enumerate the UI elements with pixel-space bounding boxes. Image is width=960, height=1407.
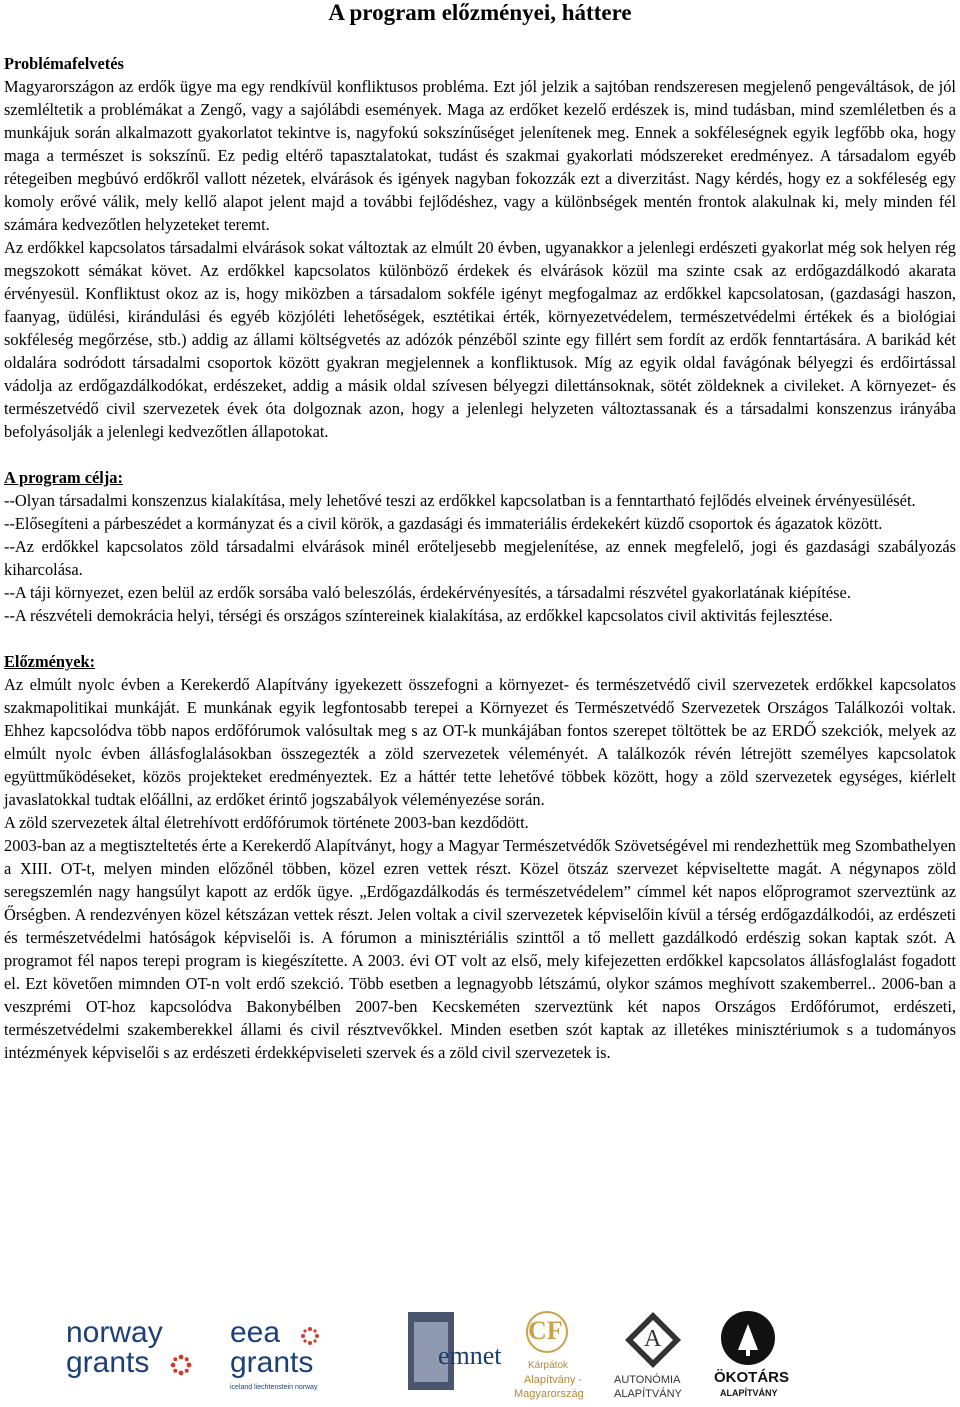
cf-line2: Alapítvány -: [524, 1374, 583, 1386]
history-paragraph-1: Az elmúlt nyolc évben a Kerekerdő Alapítvány igyekezett összefogni a környezet- és természetvédő civil szervezetek erdőkkel kapcsolatos szakmapolitikai munkáját. E munkának egyik legfontosabb terepei a Környezet és Természetvédő Szervezetek Országos Találkozói voltak. Ehhez kapcsolódva több napos erdőfórumok valósultak meg s az OT-k munkájában fontos szerepet töltöttek be az ERDŐ szekciók, melyek az elmúlt nyolc évben állásfoglalásokban összegezték a zöld szervezetek véleményét. A találkozók révén létrejött személyes kapcsolatok együttműködéseket, közös projekteket eredményeztek. Ez a háttér tette lehetővé többek között, hogy a zöld szervezetek egységes, kiérlelt javaslatokkal tudtak előállni, az erdőket érintő jogszabályok véleményezése során.: [4, 675, 956, 809]
problem-paragraph-2: Az erdőkkel kapcsolatos társadalmi elvárások sokat változtak az elmúlt 20 évben, ugyanakkor a jelenlegi erdészeti gyakorlat még sok helyen rég megszokott sémákat követ. Az erdőkkel kapcsolatos különböző érdekek és elvárások közül ma szinte csak az erdőgazdálkodó akarata érvényesül. Konfliktust okoz az is, hogy miközben a társadalom sokféle igényt megfogalmaz az erdőkkel kapcsolatosan, (gazdasági haszon, faanyag, üdülési, kirándulási és egyéb közjóléti lehetőségek, esztétikai érték, környezetvédelem, természetvédelmi értékek és a biológiai sokféleség megőrzése, stb.) addig az állami költségvetés az adózók pénzéből szinte egy fillért sem fordít az erdők fenntartására. A barikád két oldalára sodródott társadalmi csoportok között gyakran megjelennek a konfliktusok. Míg az egyik oldal favágónak bélyegzi és erdőirtással vádolja az erdőgazdálkodókat, erdészeket, addig a másik oldal szívesen bélyegzi dilettánsoknak, sötét zöldeknek a civileket. A környezet- és természetvédő civil szervezetek évek óta dolgoznak azon, hogy a jelenlegi helyzeten változtassanak és a társadalmi konszenzus irányába befolyásolják a jelenlegi kedvezőtlen állapotokat.: [4, 238, 956, 441]
okotars-line2: ALAPÍTVÁNY: [720, 1388, 778, 1398]
sponsor-logos: [0, 1310, 960, 1407]
cf-line3: Magyarország: [514, 1388, 584, 1400]
problem-paragraph-1: Magyarországon az erdők ügye ma egy rendkívül konfliktusos probléma. Ezt jól jelzik a sajtóban rendszeresen megjelenő pengeváltások, de jól szemléltetik a problémákat a Zengő, vagy a sajólábdi események. Maga az erdőket kezelő erdészek is, mind tudásban, mind szemléletben és a munkájuk során alkalmazott gyakorlatot tekintve is, nagyfokú sokszínűséget jelenítenek meg. Ennek a sokféleségnek egyik legfőbb oka, hogy maga a természet is sokszínű. Ez pedig eltérő tapasztalatokat, tudást és szakmai gyakorlati módszereket eredményez. A társadalom egyéb rétegeiben megbúvó erdőkről vallott nézetek, elvárások és igények nagyban fokozzák ezt a diverzitást. Nagy kérdés, hogy ez a sokféleség egy komoly erővé válik, mely kellő alapot jelent majd a további fejlődéshez, vagy a különbségek mentén frontok alakulnak ki, mely minden fél számára kedvezőtlen helyzeteket teremt.: [4, 77, 956, 234]
norway-star-icon: [170, 1354, 192, 1376]
page-title: A program előzményei, háttere: [328, 0, 632, 25]
emnet-text: emnet: [438, 1341, 502, 1370]
autonomia-line2: ALAPÍTVÁNY: [614, 1388, 682, 1400]
eea-grants-subtitle: iceland liechtenstein norway: [230, 1384, 318, 1391]
cf-line1: Kárpátok: [528, 1360, 569, 1371]
autonomia-line1: AUTONÓMIA: [614, 1374, 681, 1386]
autonomia-mark: A: [644, 1326, 662, 1352]
eea-grants-line1: eea: [230, 1316, 281, 1349]
autonomia-alapitvany-logo: [610, 1310, 696, 1405]
history-paragraph-2: A zöld szervezetek által életrehívott erdőfórumok története 2003-ban kezdődött.: [4, 813, 529, 832]
norway-grants-logo: [66, 1316, 196, 1386]
goal-item-4: --A táji környezet, ezen belül az erdők sorsába való beleszólás, érdekérvényesítés, a társadalmi részvétel gyakorlatának kiépítése.: [4, 583, 851, 602]
history-paragraph-3: 2003-ban az a megtiszteltetés érte a Kerekerdő Alapítványt, hogy a Magyar Természetvédők Szövetségével mi rendezhettük meg Szombathelyen a XIII. OT-t, melyen minden előzőnél többen, közel ezren vettek részt. Közel ötszáz szervezet képviseltette magát. A négynapos zöld seregszemlén nagy hangsúlyt kapott az erdők ügye. „Erdőgazdálkodás és természetvédelem” címmel két napos előprogramot szerveztünk az Őrségben. A rendezvényen közel kétszázan vettek részt. Jelen voltak a civil szervezetek képviselőin kívül a térség erdőgazdálkodói, az erdészeti és természetvédelmi hatóságok képviselői is. A fórumon a minisztériális szinttől a tő mellett gazdálkodó erdészig sokan kaptak szót. A programot fél napos terepi program is kiegészítette. A 2003. évi OT volt az első, mely kifejezetten erdőkkel kapcsolatos állásfoglalást fogadott el. Ezt követően mimnden OT-n volt erdő szekció. Több esetben a legnagyobb létszámú, olykor számos meghívott szakemberrel.. 2006-ban a veszprémi OT-hoz kapcsolódva Bakonybélben 2007-ben Kecskeméten szerveztünk két napos Országos Erdőfórumot, erdészeti, természetvédelmi szakemberekkel állami és civil résztvevőkkel. Minden esetben szót kaptak az illetékes minisztériumok s a tudományos intézmények képviselői s az erdészeti érdekképviseleti szervek és a zöld civil szervezetek is.: [4, 836, 956, 1062]
okotars-alapitvany-logo: [714, 1310, 789, 1405]
okotars-emblem-icon: [720, 1310, 776, 1366]
history-heading: Előzmények:: [4, 652, 96, 671]
norway-grants-line2: grants: [66, 1346, 150, 1379]
goal-item-2: --Elősegíteni a párbeszédet a kormányzat és a civil körök, a gazdasági és immateriális érdekekért küzdő csoportok és ágazatok között.: [4, 514, 883, 533]
goal-item-1: --Olyan társadalmi konszenzus kialakítása, mely lehetővé teszi az erdőkkel kapcsolatban is a fenntartható fejlődés elveinek érvényesülését.: [4, 491, 916, 510]
cf-mark: CF: [528, 1316, 563, 1345]
eea-star-icon: [300, 1326, 320, 1346]
eea-grants-line2: grants: [230, 1346, 314, 1379]
karpatok-alapitvany-logo: [510, 1310, 588, 1405]
goal-heading: A program célja:: [4, 468, 123, 487]
goal-item-3: --Az erdőkkel kapcsolatos zöld társadalmi elvárások minél erőteljesebb megjelenítése, az ennek megfelelő, jogi és gazdasági szabályozás kiharcolása.: [4, 537, 956, 579]
goal-item-5: --A részvételi demokrácia helyi, térségi és országos színtereinek kialakítása, az erdőkkel kapcsolatos civil aktivitás fejlesztése.: [4, 606, 833, 625]
problem-heading: Problémafelvetés: [4, 54, 124, 73]
emnet-logo: [408, 1312, 500, 1390]
norway-grants-line1: norway: [66, 1316, 163, 1349]
eea-grants-logo: [230, 1316, 330, 1396]
okotars-line1: ÖKOTÁRS: [714, 1369, 789, 1386]
document-page: [4, 0, 956, 1064]
